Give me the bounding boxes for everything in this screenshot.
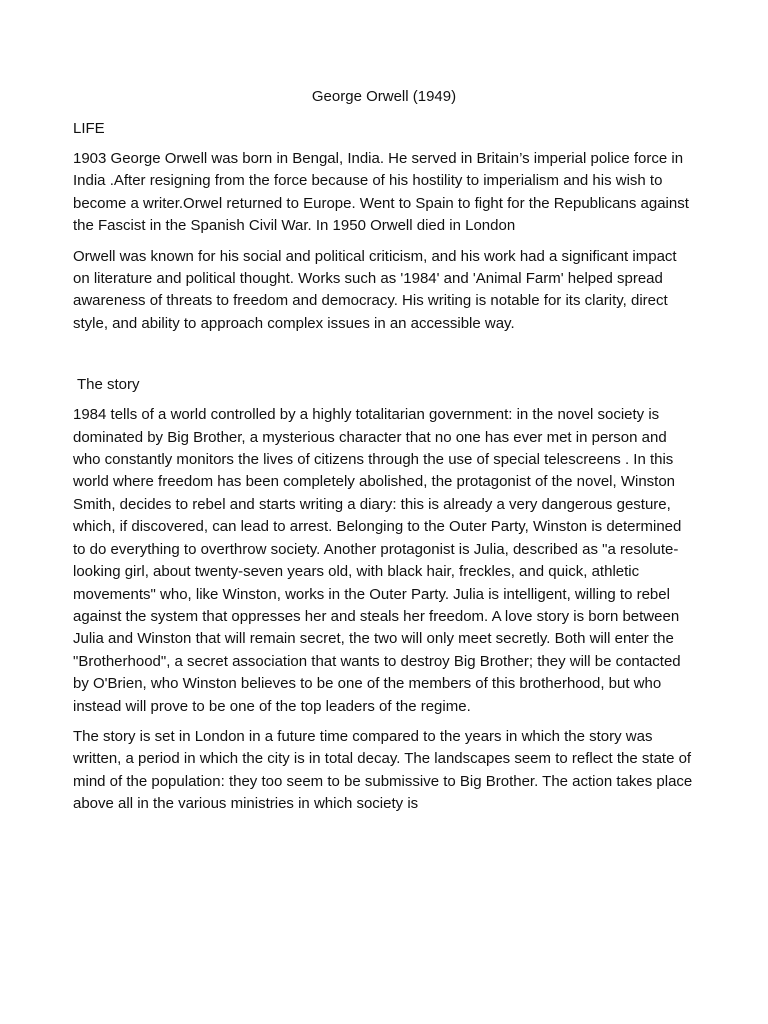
document-title: George Orwell (1949) (311, 88, 457, 105)
story-paragraph-2: The story is set in London in a future time compared to the years in which the story was written, a period in which the city is in total decay. The landscapes seem to reflect the state of mind of the population: they too seem to be submissive to Big Brother. The action takes place above all in the various ministries in which society is (73, 727, 693, 813)
life-paragraph-2: Orwell was known for his social and political criticism, and his work had a significant impact on literature and political thought. Works such as '1984' and 'Animal Farm' helped spread awareness of threats to freedom and democracy. His writing is notable for its clarity, direct style, and ability to approach complex issues in an accessible way. (73, 247, 677, 332)
story-paragraph-1: 1984 tells of a world controlled by a highly totalitarian government: in the novel society is dominated by Big Brother, a mysterious character that no one has ever met in person and who constantly monitors the lives of citizens through the use of special telescreens . In this world where freedom has been completely abolished, the protagonist of the novel, Winston Smith, decides to rebel and starts writing a diary: this is already a very dangerous gesture, which, if discovered, can lead to arrest. Belonging to the Outer Party, Winston is determined to do everything to overthrow society. Another protagonist is Julia, described as "a resolute-looking girl, about twenty-seven years old, with black hair, freckles, and quick, athletic movements" who, like Winston, works in the Outer Party. Julia is intelligent, willing to rebel against the system that oppresses her and steals her freedom. A love story is born between Julia and Winston that will remain secret, the two will only meet secretly. Both will enter the "Brotherhood", a secret association that wants to destroy Big Brother; they will be contacted by O'Brien, who Winston believes to be one of the members of this brotherhood, but who instead will prove to be one of the top leaders of the regime. (73, 406, 682, 715)
document-content (73, 86, 695, 824)
section-heading-story: The story (77, 376, 140, 394)
life-paragraph-1: 1903 George Orwell was born in Bengal, India. He served in Britain’s imperial police force in India .After resigning from the force because of his hostility to imperialism and his wish to become a writer.Orwel returned to Europe. Went to Spain to fight for the Republicans against the Fascist in the Spanish Civil War. In 1950 Orwell died in London (73, 150, 689, 235)
section-heading-life: LIFE (73, 120, 105, 137)
